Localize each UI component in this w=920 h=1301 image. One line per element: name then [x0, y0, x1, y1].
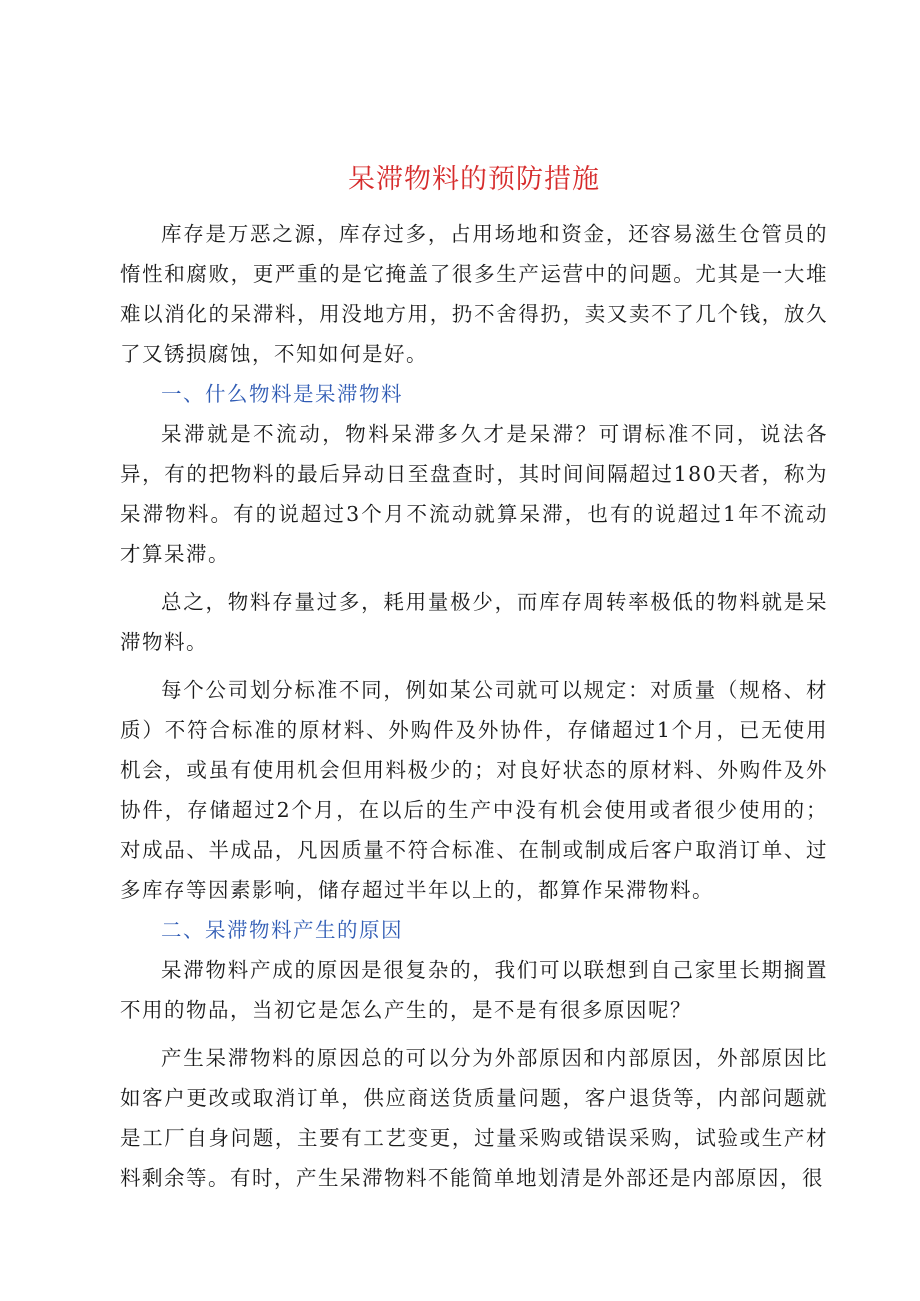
paragraph-summary: 总之，物料存量过多，耗用量极少，而库存周转率极低的物料就是呆滞物料。 [120, 590, 828, 654]
intro-paragraph: 库存是万恶之源，库存过多，占用场地和资金，还容易滋生仓管员的惰性和腐败，更严重的是它掩盖了很多生产运营中的问题。尤其是一大堆难以消化的呆滞料，用没地方用，扔不舍得扔，卖又卖不了几个钱，放久了又锈损腐蚀，不知如何是好。 [120, 222, 828, 366]
section-heading-what-is: 一、什么物料是呆滞物料 [161, 382, 403, 406]
paragraph-company-standard: 每个公司划分标准不同，例如某公司就可以规定：对质量（规格、材质）不符合标准的原材料、外购件及外协件，存储超过1个月，已无使用机会，或虽有使用机会但用料极少的；对良好状态的原材料、外购件及外协件，存储超过2个月，在以后的生产中没有机会使用或者很少使用的；对成品、半成品，凡因质量不符合标准、在制或制成后客户取消订单、过多库存等因素影响，储存超过半年以上的，都算作呆滞物料。 [120, 678, 828, 902]
paragraph-causes-detail: 产生呆滞物料的原因总的可以分为外部原因和内部原因，外部原因比如客户更改或取消订单，供应商送货质量问题，客户退货等，内部问题就是工厂自身问题，主要有工艺变更，过量采购或错误采购，试验或生产材料剩余等。有时，产生呆滞物料不能简单地划清是外部还是内部原因，很 [120, 1046, 828, 1190]
paragraph-causes-intro: 呆滞物料产成的原因是很复杂的，我们可以联想到自己家里长期搁置不用的物品，当初它是怎么产生的，是不是有很多原因呢？ [120, 958, 828, 1022]
document-body [120, 160, 828, 1198]
document-title: 呆滞物料的预防措施 [348, 164, 600, 195]
section-heading-causes: 二、呆滞物料产生的原因 [161, 918, 403, 942]
paragraph-definition: 呆滞就是不流动，物料呆滞多久才是呆滞？可谓标准不同，说法各异，有的把物料的最后异动日至盘查时，其时间间隔超过180天者，称为呆滞物料。有的说超过3个月不流动就算呆滞，也有的说超过1年不流动才算呆滞。 [120, 422, 828, 566]
